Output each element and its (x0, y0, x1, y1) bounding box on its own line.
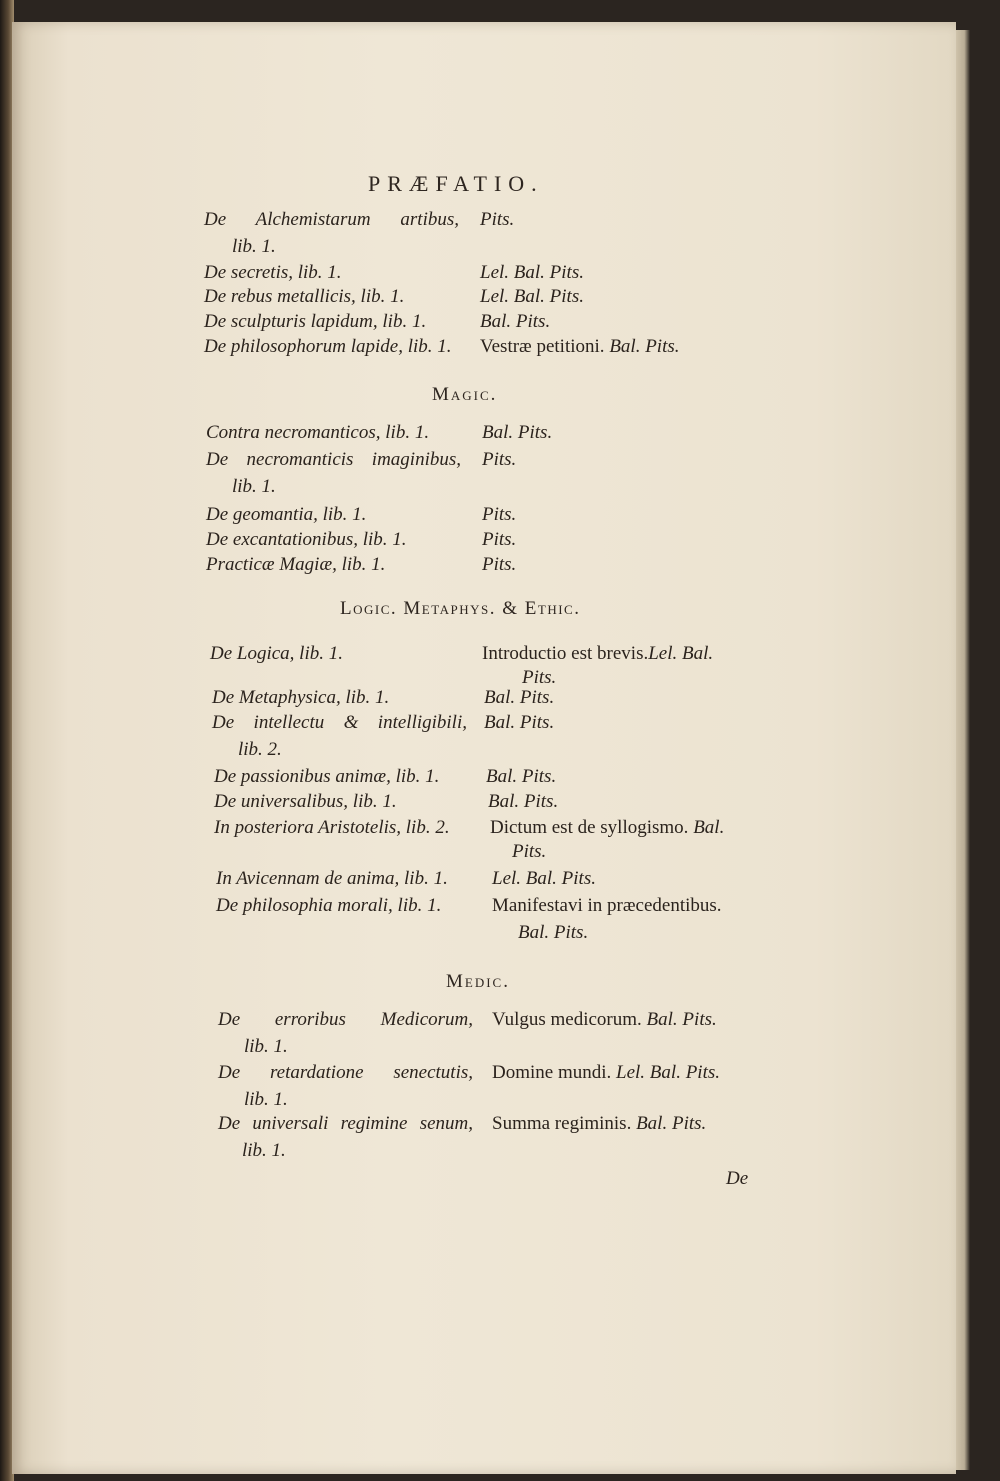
entry-title: De Logica, lib. 1. (210, 643, 343, 664)
entry-title: De secretis, lib. 1. (204, 262, 342, 283)
entry-source: Lel. Bal. Pits. (492, 868, 596, 889)
entry-title: De rebus metallicis, lib. 1. (204, 286, 405, 307)
entry-source: Lel. Bal. Pits. (480, 262, 584, 283)
entry-title: De philosophia morali, lib. 1. (216, 895, 442, 916)
entry-note: Introductio est brevis. (482, 643, 649, 664)
entry-note: Domine mundi. (492, 1062, 612, 1083)
entry-source: Pits. (482, 504, 517, 525)
entry-title-cont: lib. 1. (232, 236, 276, 257)
entry-note: Vestræ petitioni. (480, 336, 605, 357)
entry-source: Pits. (482, 529, 517, 550)
entry-source: Lel. Bal. Pits. (480, 286, 584, 307)
entry-source: Bal. Pits. (480, 311, 551, 332)
entry-note: Manifestavi in præcedentibus. (492, 895, 722, 916)
entry-title: De erroribus Medicorum, (218, 1009, 473, 1030)
entry-source: Bal. Pits. (636, 1113, 707, 1134)
entry-source: Bal. Pits. (482, 422, 553, 443)
entry-source: Bal. Pits. (518, 922, 589, 943)
entry-title: In posteriora Aristotelis, lib. 2. (214, 817, 450, 838)
entry-title: Practicæ Magiæ, lib. 1. (206, 554, 386, 575)
section-heading-magic: Magic. (432, 384, 498, 405)
entry-title: De intellectu & intelligibili, (212, 712, 467, 733)
entry-title: De universali regimine senum, (218, 1113, 473, 1134)
entry-source: Bal. Pits. (484, 712, 555, 733)
entry-source: Pits. (482, 554, 517, 575)
entry-title: De passionibus animæ, lib. 1. (214, 766, 440, 787)
running-head: PRÆFATIO. (368, 171, 544, 196)
entry-source: Bal. Pits. (646, 1009, 717, 1030)
section-heading-medic: Medic. (446, 971, 510, 992)
entry-source-cont: Pits. (512, 841, 547, 862)
entry-source: Bal. Pits. (486, 766, 557, 787)
entry-title-cont: lib. 1. (244, 1089, 288, 1110)
entry-title-cont: lib. 1. (242, 1140, 286, 1161)
entry-title-cont: lib. 1. (232, 476, 276, 497)
entry-note: Vulgus medicorum. (492, 1009, 642, 1030)
page-edge (956, 30, 970, 1470)
entry-title: De geomantia, lib. 1. (206, 504, 367, 525)
section-heading-logic: Logic. Metaphys. & Ethic. (340, 598, 581, 619)
entry-title: Contra necromanticos, lib. 1. (206, 422, 430, 443)
entry-title: De retardatione senectutis, (218, 1062, 473, 1083)
entry-source: Bal. Pits. (609, 336, 680, 357)
entry-title: De Alchemistarum artibus, (204, 209, 459, 230)
entry-title: De universalibus, lib. 1. (214, 791, 397, 812)
entry-source-cont: Pits. (522, 667, 557, 688)
entry-title-cont: lib. 1. (244, 1036, 288, 1057)
entry-source: Pits. (480, 209, 515, 230)
entry-title: De sculpturis lapidum, lib. 1. (204, 311, 427, 332)
entry-title: De excantationibus, lib. 1. (206, 529, 407, 550)
entry-source: Bal. Pits. (484, 687, 555, 708)
entry-source: Bal. (693, 817, 725, 838)
entry-source: Pits. (482, 449, 517, 470)
entry-title: De Metaphysica, lib. 1. (212, 687, 390, 708)
entry-title: De necromanticis imaginibus, (206, 449, 461, 470)
entry-title-cont: lib. 2. (238, 739, 282, 760)
entry-title: In Avicennam de anima, lib. 1. (216, 868, 448, 889)
catchword: De (726, 1168, 749, 1189)
entry-source: Lel. Bal. (648, 643, 714, 664)
entry-source: Bal. Pits. (488, 791, 559, 812)
entry-source: Lel. Bal. Pits. (616, 1062, 721, 1083)
entry-note: Dictum est de syllogismo. (490, 817, 689, 838)
entry-note: Summa regiminis. (492, 1113, 632, 1134)
entry-title: De philosophorum lapide, lib. 1. (204, 336, 452, 357)
